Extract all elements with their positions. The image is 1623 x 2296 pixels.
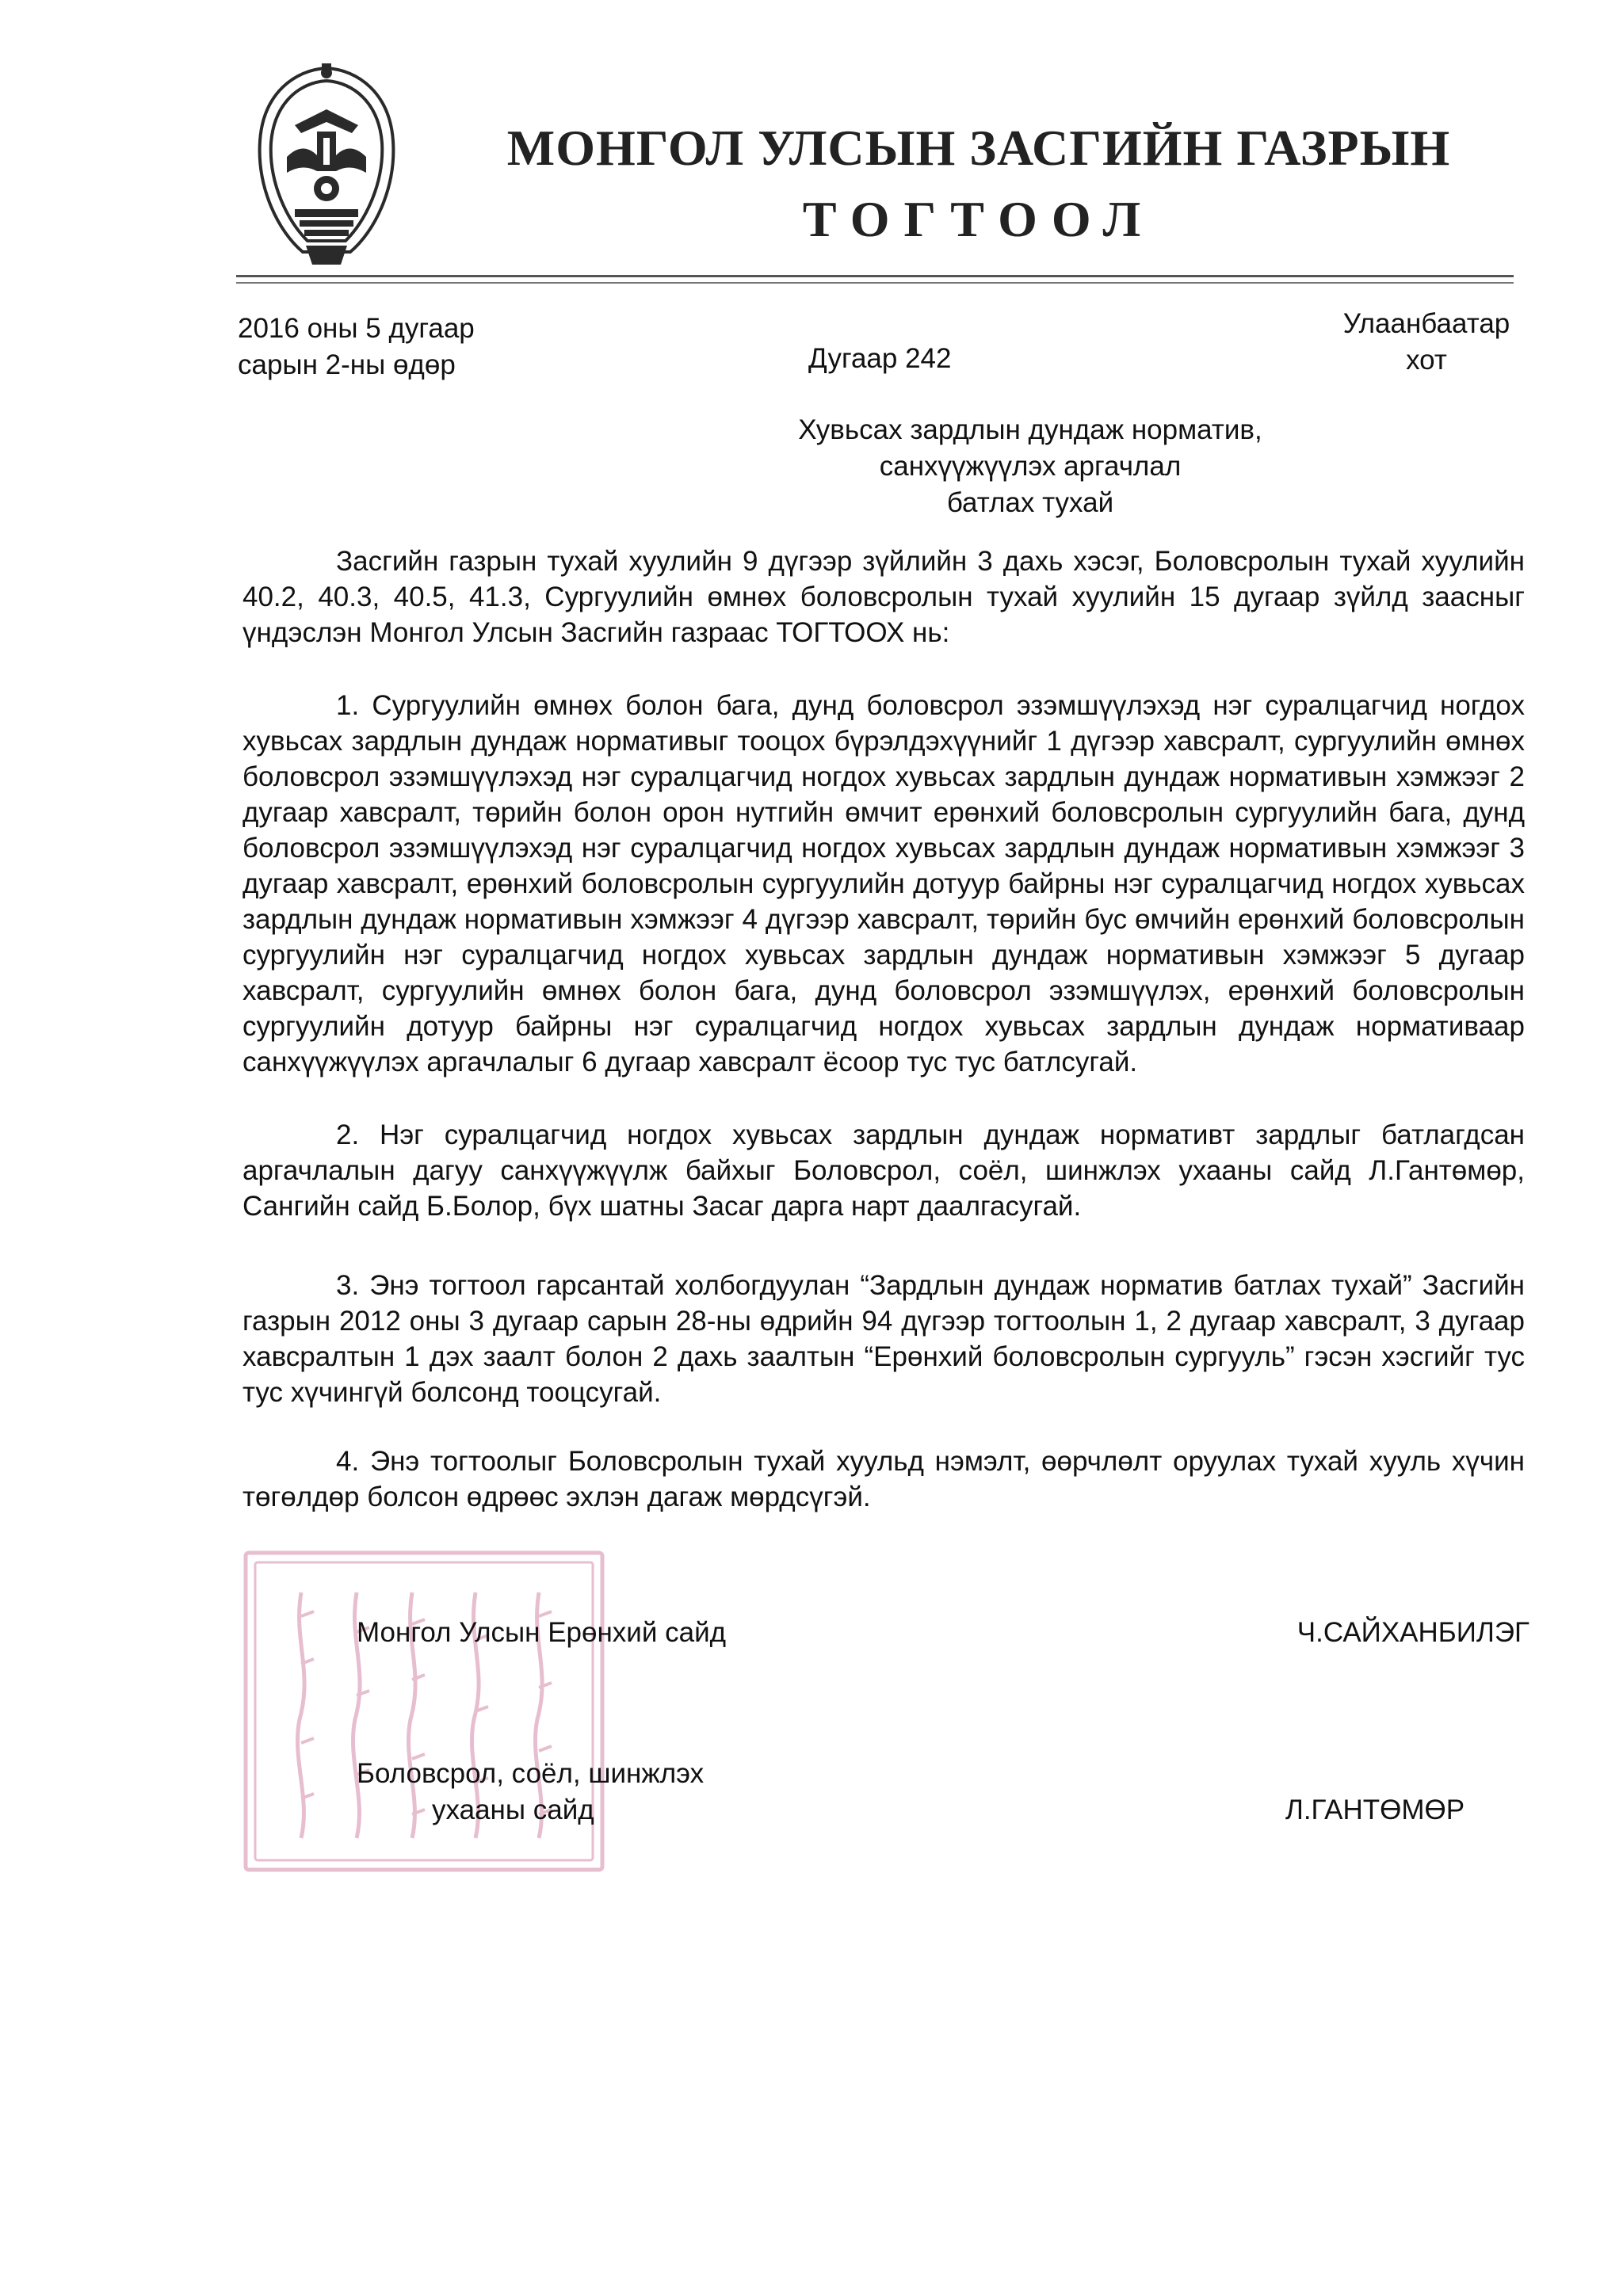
clause-1-paragraph [242,688,1525,1080]
city-line-1: Улаанбаатар [1342,308,1510,339]
city-line-2: хот [1406,345,1447,376]
date-line-2: сарын 2-ны өдөр [238,349,456,380]
clause-4-text: 4. Энэ тогтоолыг Боловсролын тухай хуульд нэмэлт, өөрчлөлт оруулах тухай хууль хүчин төгөлдөр болсон өдрөөс эхлэн дагаж мөрдсүгэй. [242,1446,1525,1512]
signatory-2-role-line-2: ухааны сайд [432,1794,594,1825]
clause-4-paragraph [242,1444,1525,1515]
subject-line-2: санхүүжүүлэх аргачлал [879,451,1182,482]
resolution-number: Дугаар 242 [808,343,952,374]
clause-1-text: 1. Сургуулийн өмнөх болон бага, дунд боловсрол эзэмшүүлэхэд нэг суралцагчид ногдох хувьсах зардлын дундаж нормативыг тооцох бүрэлдэхүүнийг 1 дүгээр хавсралт, сургуулийн өмнөх боловсрол эзэмшүүлэхэд нэг суралцагчид ногдох хувьсах зардлын дундаж нормативын хэмжээг 2 дугаар хавсралт, төрийн болон орон нутгийн өмчит ерөнхий боловсролын сургуулийн бага, дунд боловсрол эзэмшүүлэхэд нэг суралцагчид ногдох хувьсах зардлын дундаж нормативын хэмжээг 3 дугаар хавсралт, ерөнхий боловсролын сургуулийн дотуур байрны нэг суралцагчид ногдох хувьсах зардлын дундаж нормативын хэмжээг 4 дүгээр хавсралт, төрийн бус өмчийн ерөнхий боловсролын сургуулийн нэг суралцагчид ногдох хувьсах зардлын дундаж нормативын хэмжээг 5 дугаар хавсралт, сургуулийн өмнөх болон бага, дунд боловсрол эзэмшүүлэх, ерөнхий боловсролын сургуулийн дотуур байрны нэг суралцагчид ногдох хувьсах зардлын дундаж нормативаар санхүүжүүлэх аргачлалыг 6 дугаар хавсралт ёсоор тус тус батлсугай. [242,690,1525,1077]
clause-2-paragraph [242,1117,1525,1224]
header-divider-thin [236,282,1514,284]
signatory-1-role: Монгол Улсын Ерөнхий сайд [357,1617,727,1648]
signatory-2-name: Л.ГАНТӨМӨР [1285,1794,1465,1825]
resolution-subject [713,412,1347,521]
clause-2-text: 2. Нэг суралцагчид ногдох хувьсах зардлын дундаж нормативт зардлыг батлагдсан аргачлалын дагуу санхүүжүүлж байхыг Боловсрол, соёл, шинжлэх ухааны сайд Л.Гантөмөр, Сангийн сайд Б.Болор, бүх шатны Засаг дарга нарт даалгасугай. [242,1119,1525,1222]
subject-line-3: батлах тухай [946,487,1114,518]
signatory-2-role-line-1: Боловсрол, соёл, шинжлэх [357,1758,705,1789]
header-divider-thick [236,275,1514,277]
preamble-paragraph [242,543,1525,650]
preamble-text: Засгийн газрын тухай хуулийн 9 дүгээр зүйлийн 3 дахь хэсэг, Боловсролын тухай хуулийн 40.2, 40.3, 40.5, 41.3, Сургуулийн өмнөх боловсролын тухай хуулийн 15 дугаар зүйлд заасныг үндэслэн Монгол Улсын Засгийн газраас ТОГТООХ нь: [242,546,1525,648]
subject-line-1: Хувьсах зардлын дундаж норматив, [798,414,1262,445]
date-line-1: 2016 оны 5 дугаар [238,313,475,344]
signatory-1-name: Ч.САЙХАНБИЛЭГ [1296,1617,1529,1648]
document-type-title: ТОГТООЛ [802,191,1155,247]
clause-3-text: 3. Энэ тогтоол гарсантай холбогдуулан “Зардлын дундаж норматив батлах тухай” Засгийн газрын 2012 оны 3 дугаар сарын 28-ны өдрийн 94 дүгээр тогтоолын 1, 2 дугаар хавсралт, 3 дугаар хавсралтын 1 дэх заалт болон 2 дахь заалтын “Ерөнхий боловсролын сургууль” гэсэн хэсгийг тус тус хүчингүй болсонд тооцсугай. [242,1270,1525,1408]
clause-3-paragraph [242,1268,1525,1410]
document-title: МОНГОЛ УЛСЫН ЗАСГИЙН ГАЗРЫН [506,120,1451,176]
resolution-city [1308,306,1545,379]
resolution-date [238,311,571,383]
state-emblem-icon [247,62,406,269]
